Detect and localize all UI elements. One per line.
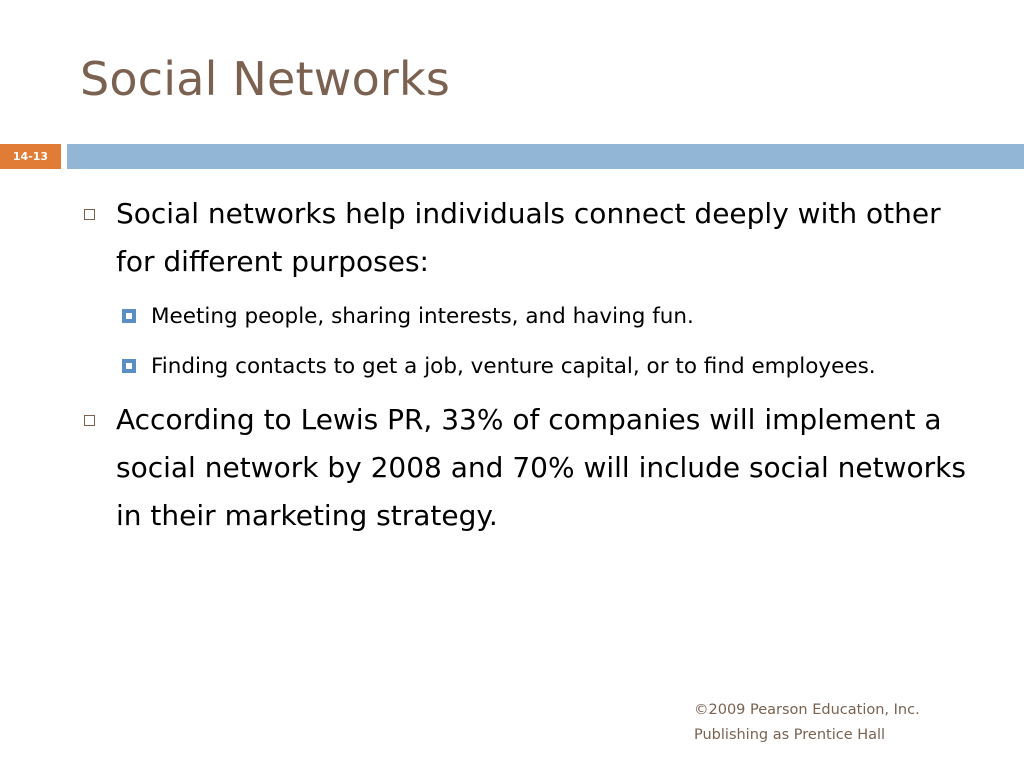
title-divider-bar <box>67 144 1024 169</box>
bullet-text: Social networks help individuals connect deeply with other for different purposes: <box>116 197 941 278</box>
sub-bullet-item <box>120 346 980 388</box>
publisher-line: Publishing as Prentice Hall <box>694 727 886 743</box>
copyright-footer <box>694 698 920 748</box>
slide-body <box>80 190 980 550</box>
hollow-square-bullet-icon <box>84 415 95 426</box>
sub-bullet-item <box>120 296 980 338</box>
filled-square-bullet-icon <box>122 359 136 373</box>
hollow-square-bullet-icon <box>84 209 95 220</box>
slide-number-badge: 14-13 <box>0 144 61 169</box>
sub-bullet-text: Finding contacts to get a job, venture capital, or to find employees. <box>151 354 876 379</box>
bullet-item <box>80 190 980 286</box>
slide-title: Social Networks <box>80 52 451 106</box>
bullet-item <box>80 396 980 540</box>
copyright-line: ©2009 Pearson Education, Inc. <box>694 702 920 718</box>
bullet-text: According to Lewis PR, 33% of companies will implement a social network by 2008 and 70% will include social networks in their marketing strategy. <box>116 403 966 532</box>
sub-bullet-text: Meeting people, sharing interests, and having fun. <box>151 304 694 329</box>
filled-square-bullet-icon <box>122 309 136 323</box>
